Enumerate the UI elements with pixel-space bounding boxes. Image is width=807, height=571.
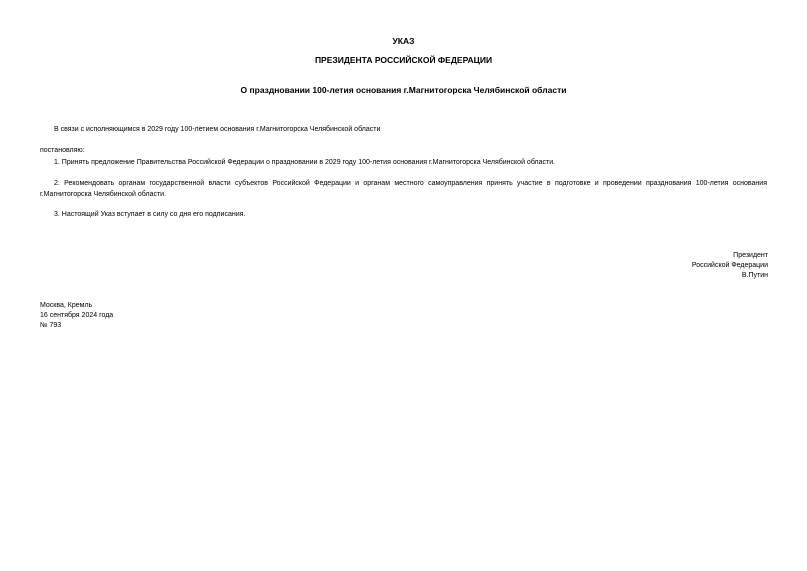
decree-word: постановляю:	[40, 147, 85, 154]
decree-number: № 793	[40, 322, 62, 329]
signature-position: Президент	[733, 252, 768, 259]
document-issuer: ПРЕЗИДЕНТА РОССИЙСКОЙ ФЕДЕРАЦИИ	[314, 55, 493, 65]
intro-paragraph: В связи с исполняющимся в 2029 году 100-летием основания г.Магнитогорска Челябинской области	[54, 126, 381, 133]
signature-name: В.Путин	[741, 272, 768, 279]
signature-organization: Российской Федерации	[691, 262, 768, 269]
place-date-block	[40, 301, 113, 331]
decree-item-3: 3. Настоящий Указ вступает в силу со дня его подписания.	[54, 211, 246, 218]
signing-place: Москва, Кремль	[40, 302, 93, 309]
signature-block	[692, 251, 768, 281]
signing-date: 16 сентября 2024 года	[40, 312, 114, 319]
document-title: УКАЗ	[392, 36, 415, 46]
decree-item-2: 2. Рекомендовать органам государственной власти субъектов Российской Федерации и органам местного самоуправления принять участие в подготовке и проведении празднования 100-летия основания г.Магнитогорска Челябинской области.	[40, 180, 767, 198]
document-subject: О праздновании 100-летия основания г.Магнитогорска Челябинской области	[240, 85, 567, 95]
decree-item-1: 1. Принять предложение Правительства Российской Федерации о праздновании в 2029 году 100-летия основания г.Магнитогорска Челябинской области.	[54, 159, 556, 166]
